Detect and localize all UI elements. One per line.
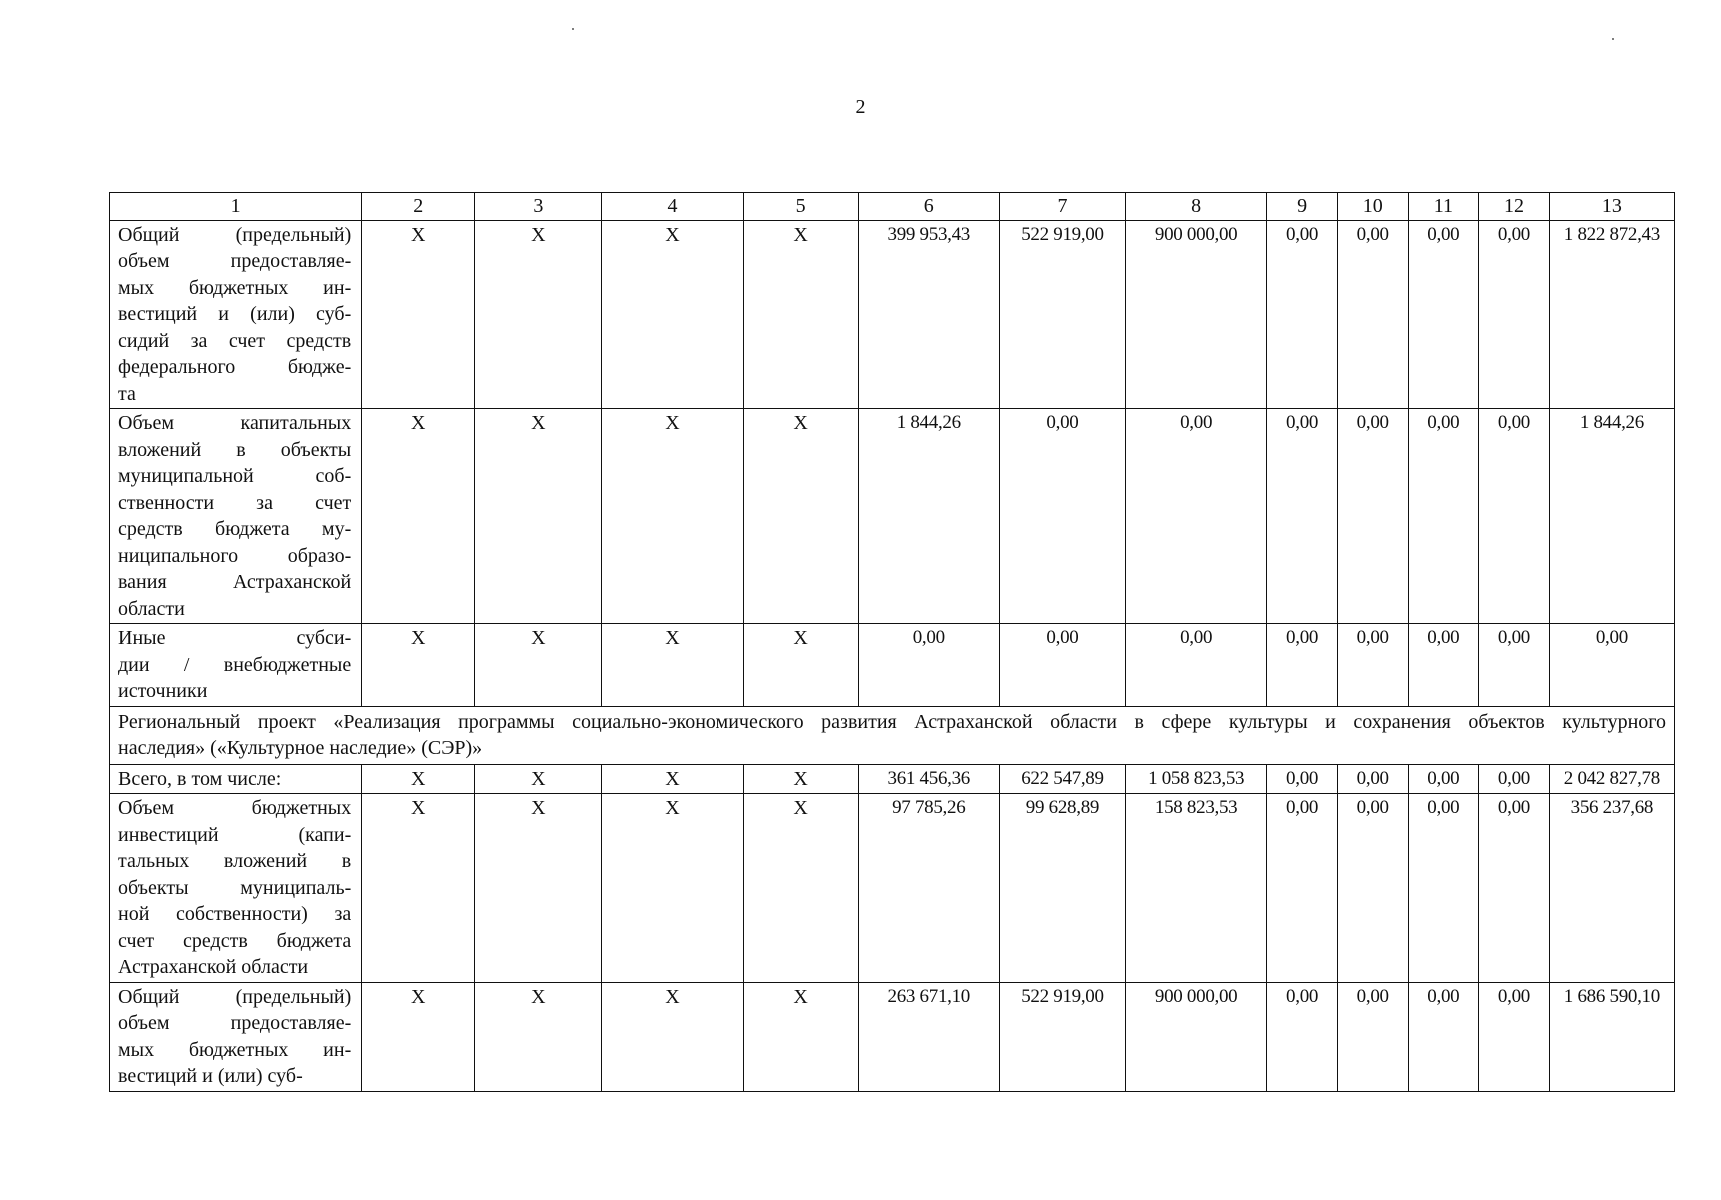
row-description-line: тальных вложений в	[118, 850, 352, 872]
amount-cell: 99 628,89	[999, 794, 1125, 983]
row-description-cell	[110, 409, 362, 624]
row-description-line: средств бюджета му-	[118, 518, 352, 540]
amount-cell: 0,00	[858, 624, 999, 707]
column-number-cell: 10	[1337, 193, 1408, 221]
amount-cell: 0,00	[1479, 220, 1550, 409]
amount-cell: 0,00	[1126, 624, 1267, 707]
row-description-line: та	[118, 382, 136, 405]
row-description-line: ной собственности) за	[118, 903, 352, 925]
amount-cell: 0,00	[1408, 764, 1479, 794]
amount-cell: 1 844,26	[1549, 409, 1674, 624]
amount-cell: 0,00	[1337, 764, 1408, 794]
x-mark-cell: X	[362, 624, 475, 707]
column-number-cell: 3	[475, 193, 602, 221]
table-header-row	[110, 193, 1675, 221]
amount-cell: 0,00	[1126, 409, 1267, 624]
amount-cell: 0,00	[1337, 982, 1408, 1091]
row-description-line: муниципальной соб-	[118, 465, 352, 487]
amount-cell: 0,00	[1549, 624, 1674, 707]
column-number-cell: 8	[1126, 193, 1267, 221]
amount-cell: 522 919,00	[999, 982, 1125, 1091]
table-row	[110, 409, 1675, 624]
row-description-line: Объем капитальных	[118, 412, 352, 434]
row-description-line: счет средств бюджета	[118, 929, 352, 952]
amount-cell: 0,00	[1408, 624, 1479, 707]
column-number-cell: 2	[362, 193, 475, 221]
row-description-line: ниципального образо-	[118, 544, 352, 567]
x-mark-cell: X	[743, 794, 858, 983]
column-number-cell: 11	[1408, 193, 1479, 221]
x-mark-cell: X	[602, 794, 743, 983]
amount-cell: 900 000,00	[1126, 982, 1267, 1091]
amount-cell: 0,00	[1267, 764, 1338, 794]
row-description-line: объем предоставляе-	[118, 250, 352, 272]
regional-project-title	[110, 706, 1675, 764]
x-mark-cell: X	[475, 982, 602, 1091]
row-description-line: сидий за счет средств	[118, 329, 352, 352]
row-description-line: вания Астраханской	[118, 571, 352, 593]
column-number-cell: 7	[999, 193, 1125, 221]
x-mark-cell: X	[602, 764, 743, 794]
amount-cell: 0,00	[1337, 624, 1408, 707]
x-mark-cell: X	[602, 409, 743, 624]
amount-cell: 0,00	[1479, 624, 1550, 707]
x-mark-cell: X	[743, 220, 858, 409]
amount-cell: 0,00	[1267, 624, 1338, 707]
x-mark-cell: X	[602, 624, 743, 707]
row-description-line: Общий (предельный)	[118, 985, 352, 1008]
x-mark-cell: X	[602, 220, 743, 409]
amount-cell: 361 456,36	[858, 764, 999, 794]
table-row	[110, 982, 1675, 1091]
x-mark-cell: X	[475, 624, 602, 707]
row-description-line: мых бюджетных ин-	[118, 276, 352, 299]
amount-cell: 158 823,53	[1126, 794, 1267, 983]
scan-speck	[572, 28, 574, 30]
row-description-line: дии / внебюджетные	[118, 653, 352, 676]
table-row	[110, 220, 1675, 409]
row-description-cell	[110, 982, 362, 1091]
section-title-line: Региональный проект «Реализация программы социально-экономического развития Астраханской области в сфере культуры и сохранения объектов культурного	[118, 710, 1666, 733]
x-mark-cell: X	[743, 764, 858, 794]
section-header-row	[110, 706, 1675, 764]
amount-cell: 0,00	[1267, 794, 1338, 983]
amount-cell: 1 822 872,43	[1549, 220, 1674, 409]
section-title-line: наследия» («Культурное наследие» (СЭР)»	[118, 737, 483, 759]
x-mark-cell: X	[743, 409, 858, 624]
amount-cell: 1 844,26	[858, 409, 999, 624]
row-description-cell	[110, 220, 362, 409]
table-row	[110, 794, 1675, 983]
row-description-cell	[110, 624, 362, 707]
x-mark-cell: X	[362, 220, 475, 409]
amount-cell: 1 058 823,53	[1126, 764, 1267, 794]
amount-cell: 1 686 590,10	[1549, 982, 1674, 1091]
table-row	[110, 624, 1675, 707]
amount-cell: 356 237,68	[1549, 794, 1674, 983]
x-mark-cell: X	[475, 794, 602, 983]
row-description-line: Астраханской области	[118, 956, 309, 978]
row-description-line: федерального бюдже-	[118, 356, 352, 378]
row-description-line: области	[118, 597, 185, 620]
row-description-cell	[110, 764, 362, 794]
amount-cell: 0,00	[1408, 220, 1479, 409]
row-description-cell	[110, 794, 362, 983]
amount-cell: 0,00	[1479, 794, 1550, 983]
budget-investment-table	[109, 192, 1675, 1092]
x-mark-cell: X	[743, 624, 858, 707]
column-number-cell: 12	[1479, 193, 1550, 221]
row-description-line: Общий (предельный)	[118, 223, 352, 246]
row-description-line: ственности за счет	[118, 491, 352, 514]
amount-cell: 0,00	[1267, 220, 1338, 409]
scan-speck	[1612, 38, 1614, 40]
row-description-line: Иные субси-	[118, 627, 352, 649]
column-number-cell: 1	[110, 193, 362, 221]
row-description-line: источники	[118, 680, 208, 702]
x-mark-cell: X	[475, 409, 602, 624]
column-number-cell: 5	[743, 193, 858, 221]
amount-cell: 0,00	[1408, 794, 1479, 983]
row-description-line: Объем бюджетных	[118, 797, 352, 819]
column-number-cell: 6	[858, 193, 999, 221]
row-description-line: вестиций и (или) суб-	[118, 303, 352, 325]
amount-cell: 0,00	[1408, 982, 1479, 1091]
page-number: 2	[855, 96, 866, 118]
amount-cell: 0,00	[999, 624, 1125, 707]
amount-cell: 0,00	[1267, 982, 1338, 1091]
column-number-cell: 4	[602, 193, 743, 221]
amount-cell: 0,00	[1479, 982, 1550, 1091]
amount-cell: 0,00	[1479, 409, 1550, 624]
column-number-cell: 9	[1267, 193, 1338, 221]
x-mark-cell: X	[743, 982, 858, 1091]
amount-cell: 2 042 827,78	[1549, 764, 1674, 794]
amount-cell: 0,00	[1337, 409, 1408, 624]
column-number-cell: 13	[1549, 193, 1674, 221]
x-mark-cell: X	[475, 220, 602, 409]
amount-cell: 0,00	[1479, 764, 1550, 794]
x-mark-cell: X	[602, 982, 743, 1091]
amount-cell: 263 671,10	[858, 982, 999, 1091]
row-description-line: объекты муниципаль-	[118, 876, 352, 899]
table-row	[110, 764, 1675, 794]
x-mark-cell: X	[362, 794, 475, 983]
amount-cell: 0,00	[999, 409, 1125, 624]
amount-cell: 0,00	[1267, 409, 1338, 624]
amount-cell: 622 547,89	[999, 764, 1125, 794]
x-mark-cell: X	[362, 764, 475, 794]
row-description-line: объем предоставляе-	[118, 1012, 352, 1034]
amount-cell: 522 919,00	[999, 220, 1125, 409]
row-description-line: инвестиций (капи-	[118, 823, 352, 846]
row-description-line: вложений в объекты	[118, 438, 352, 461]
x-mark-cell: X	[475, 764, 602, 794]
row-description-line: мых бюджетных ин-	[118, 1038, 352, 1061]
row-label: Всего, в том числе:	[118, 767, 282, 790]
amount-cell: 97 785,26	[858, 794, 999, 983]
row-description-line: вестиций и (или) суб-	[118, 1065, 303, 1087]
x-mark-cell: X	[362, 409, 475, 624]
amount-cell: 0,00	[1408, 409, 1479, 624]
amount-cell: 0,00	[1337, 220, 1408, 409]
amount-cell: 900 000,00	[1126, 220, 1267, 409]
amount-cell: 0,00	[1337, 794, 1408, 983]
x-mark-cell: X	[362, 982, 475, 1091]
amount-cell: 399 953,43	[858, 220, 999, 409]
